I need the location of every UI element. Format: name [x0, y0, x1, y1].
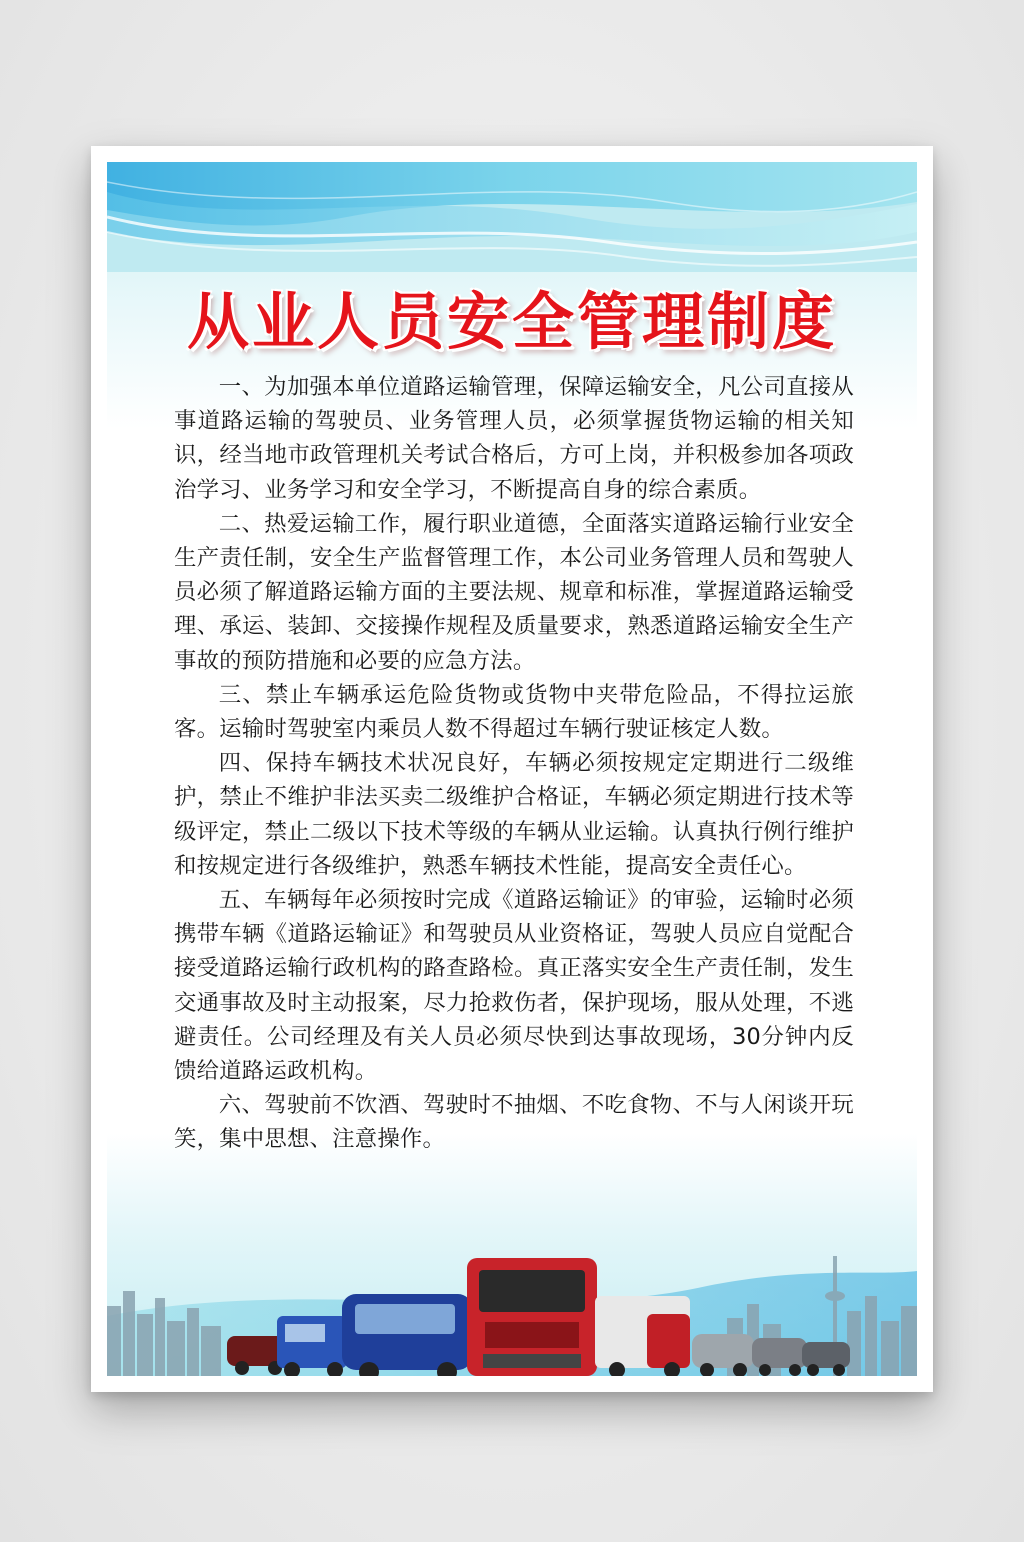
truck-red-main	[467, 1258, 597, 1376]
paragraph-2: 二、热爱运输工作，履行职业道德，全面落实道路运输行业安全生产责任制，安全生产监督管理工作，本公司业务管理人员和驾驶人员必须了解道路运输方面的主要法规、规章和标准，掌握道路运输受理、承运、装卸、交接操作规程及质量要求，熟悉道路运输安全生产事故的预防措施和必要的应急方法。	[174, 510, 854, 674]
poster-title: 从业人员安全管理制度	[186, 285, 837, 358]
paragraph-5: 五、车辆每年必须按时完成《道路运输证》的审验，运输时必须携带车辆《道路运输证》和驾驶员从业资格证，驾驶人员应自觉配合接受道路运输行政机构的路查路检。真正落实安全生产责任制，发生交通事故及时主动报案，尽力抢救伤者，保护现场，服从处理，不逃避责任。公司经理及有关人员必须尽快到达事故现场，30分钟内反馈给道路运政机构。	[174, 887, 854, 1085]
paragraph-6: 六、驾驶前不饮酒、驾驶时不抽烟、不吃食物、不与人闲谈开玩笑，集中思想、注意操作。	[174, 1092, 854, 1153]
truck-blue-small	[277, 1316, 347, 1376]
top-wave-decoration	[107, 162, 917, 272]
paragraph-3: 三、禁止车辆承运危险货物或货物中夹带危险品，不得拉运旅客。运输时驾驶室内乘员人数不得超过车辆行驶证核定人数。	[174, 681, 854, 743]
paragraph-4: 四、保持车辆技术状况良好，车辆必须按规定定期进行二级维护，禁止不维护非法买卖二级维护合格证，车辆必须定期进行技术等级评定，禁止二级以下技术等级的车辆从业运输。认真执行例行维护和按规定进行各级维护，熟悉车辆技术性能，提高安全责任心。	[174, 750, 854, 879]
city-vehicles-illustration	[107, 1236, 917, 1376]
paragraph-1: 一、为加强本单位道路运输管理，保障运输安全，凡公司直接从事道路运输的驾驶员、业务管理人员，必须掌握货物运输的相关知识，经当地市政管理机关考试合格后，方可上岗，并积极参加各项政治学习、业务学习和安全学习，不断提高自身的综合素质。	[174, 374, 854, 503]
van-red	[595, 1296, 690, 1376]
bus-blue	[342, 1294, 472, 1376]
regulation-text	[174, 370, 854, 1157]
poster	[107, 162, 917, 1376]
